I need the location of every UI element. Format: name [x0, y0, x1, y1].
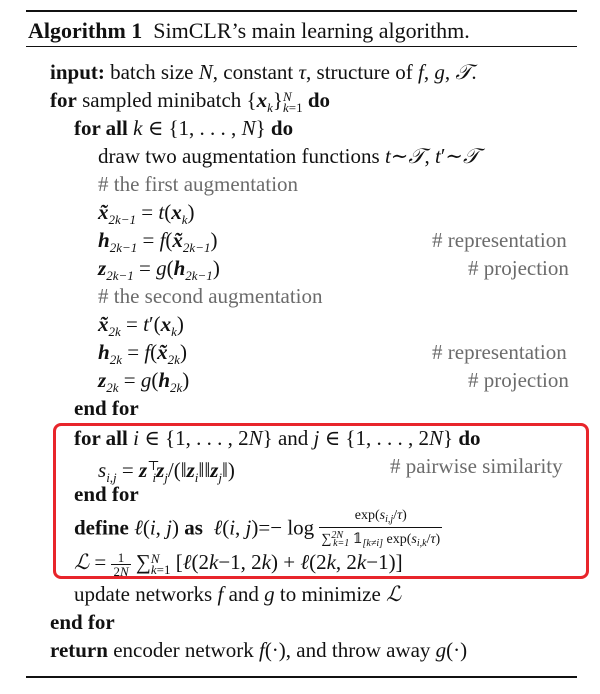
- comment-representation-2: # representation: [432, 340, 567, 364]
- end-for-inner-2: end for: [74, 482, 139, 506]
- z-2k-1-line: $z_{2k-1} = g(h_{2k-1})$: [98, 256, 220, 283]
- comment-representation-1: # representation: [432, 228, 567, 252]
- h-2k-line: $h_{2k}$ = $f(x̃_{2k})$: [98, 340, 187, 367]
- caption-rule: [26, 46, 577, 47]
- x-tilde-2k-line: $x̃_{2k} = t'(x_k)$: [98, 312, 184, 339]
- as-keyword: as: [184, 515, 203, 540]
- draw-augmentation-line: draw two augmentation functions t∼𝒯, t′∼𝒯: [98, 144, 480, 168]
- end-for-outer: end for: [50, 610, 115, 634]
- loss-fraction: $\frac{\exp(s_{i,j}/\tau)}{\sum^{2N}_{k=1} 𝟙_{[k\ne i]} \exp(s_{i,k}/\tau)}$: [321, 508, 441, 549]
- bottom-rule: [26, 676, 577, 678]
- input-line: input: batch size N, constant τ, structure of f, g, 𝒯.: [50, 60, 477, 84]
- algorithm-label: Algorithm 1: [28, 18, 143, 43]
- return-keyword: return: [50, 638, 108, 662]
- comment-first-augmentation: # the first augmentation: [98, 172, 299, 196]
- total-loss-line: ℒ = $\frac{1}{2N}$ ∑N k=1 [ℓ(2k−1, 2k) + ℓ(2k, 2k−1)]: [74, 549, 403, 579]
- comment-pairwise: # pairwise similarity: [390, 454, 563, 478]
- algorithm-title: SimCLR’s main learning algorithm.: [153, 18, 470, 43]
- for-all-keyword-2: for all: [74, 426, 128, 450]
- update-networks-line: update networks f and g to minimize ℒ: [74, 582, 402, 606]
- for-keyword: for: [50, 88, 77, 112]
- comment-second-augmentation: # the second augmentation: [98, 284, 323, 308]
- and-word: and: [277, 426, 309, 450]
- define-keyword: define: [74, 515, 129, 540]
- for-all-k-line: for all k ∈ {1, . . . , N} do: [74, 116, 294, 140]
- for-minibatch-line: for sampled minibatch $\{x_k\}N$ k=1 do: [50, 88, 331, 116]
- define-loss-line: define ℓ(i, j) as ℓ(i, j)=− log $\frac{\exp(s_{i,j}/\tau)}{\sum^{2N}_{k=1} 𝟙_{[k\ne i]} \exp(s_{i,k}/\tau)}$: [74, 508, 441, 549]
- end-for-inner-1: end for: [74, 396, 139, 420]
- comment-projection-1: # projection: [468, 256, 569, 280]
- z-2k-line: $z_{2k} = g(h_{2k})$: [98, 368, 190, 395]
- for-all-ij-line: for all i ∈ {1, . . . , 2N} and j ∈ {1, . . . , 2N} do: [74, 426, 481, 450]
- similarity-line: $s_{i,j}$ = $z^⊤_iz_j/(‖z_i‖‖z_j‖)$: [98, 458, 235, 485]
- top-rule: [26, 10, 577, 12]
- h-2k-1-line: $h_{2k-1}$ = $f(x̃_{2k-1})$: [98, 228, 218, 255]
- comment-projection-2: # projection: [468, 368, 569, 392]
- algorithm-caption: [28, 18, 470, 44]
- return-line: return encoder network f(·), and throw away g(·): [50, 638, 468, 662]
- x-tilde-2k-1-line: $x̃_{2k-1} = t(x_k)$: [98, 200, 195, 227]
- input-keyword: input:: [50, 60, 105, 84]
- do-keyword: do: [307, 88, 331, 112]
- for-all-keyword: for all: [74, 116, 128, 140]
